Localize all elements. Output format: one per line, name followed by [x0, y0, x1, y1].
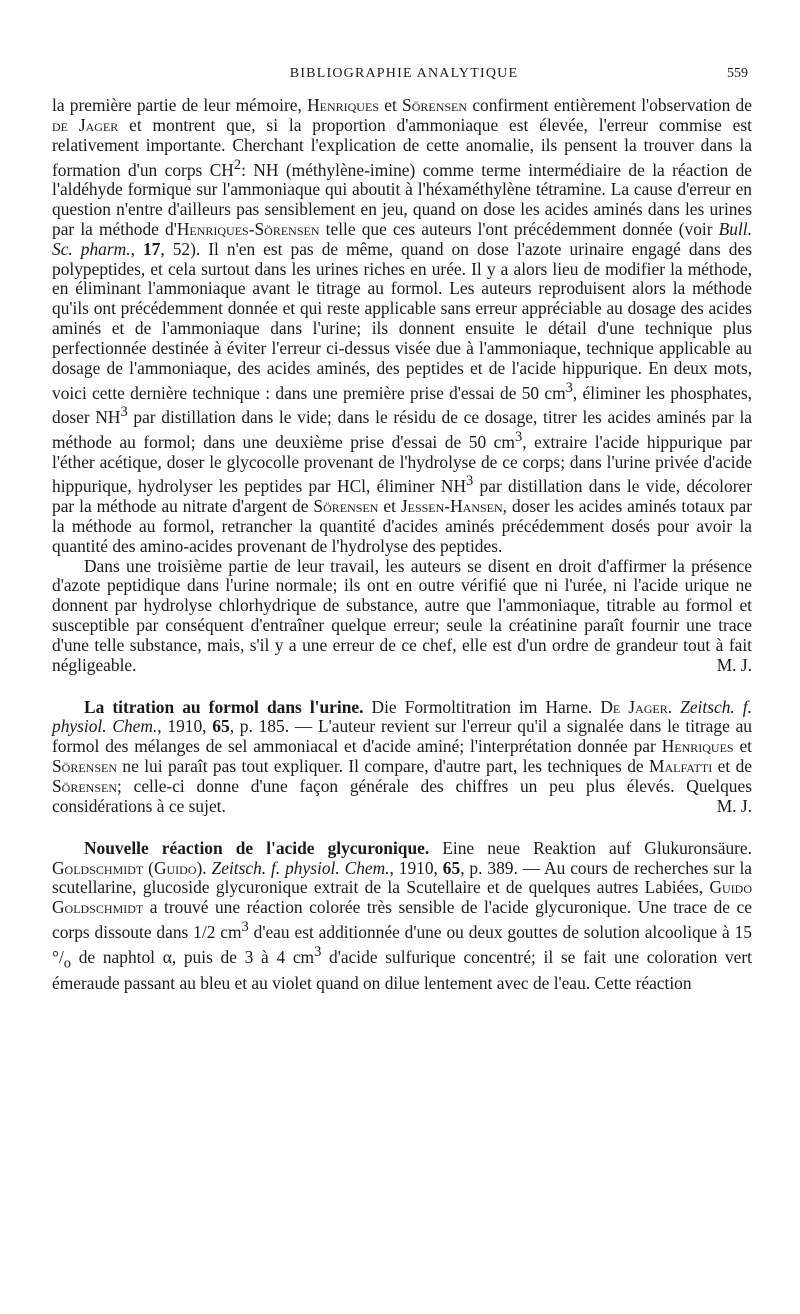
- journal-name: Zeitsch. f. physiol. Chem.: [52, 696, 752, 737]
- running-head: [60, 66, 748, 88]
- running-title: BIBLIOGRAPHIE ANALYTIQUE: [289, 66, 519, 81]
- author-name: Goldschmidt: [52, 857, 144, 878]
- article-title: Nouvelle réaction de l'acide glycuronique.: [84, 837, 430, 858]
- unit-exponent: 3: [314, 943, 322, 960]
- author-name: Guido Goldschmidt: [52, 877, 752, 918]
- per-mille-subscript: o: [63, 954, 72, 971]
- author-name: Guido: [153, 857, 197, 878]
- volume-number: 17: [142, 238, 161, 259]
- formula-exponent: 2: [233, 156, 242, 173]
- author-name: Sörensen: [52, 756, 118, 777]
- body-text: [52, 96, 752, 994]
- review-entry: La titration au formol dans l'urine. Die Formoltitration im Harne. De Jager. Zeitsch. f. physiol. Chem., 1910, 65, p. 185. — L'auteur revient sur l'erreur qu'il a signalée dans le titrage au formol des mélanges de sel ammoniacal et d'acide aminé; l'interprétation donnée par Henriques et Sörensen ne lui paraît pas tout expliquer. Il compare, d'autre part, les techniques de Malfatti et de Sörensen; celle-ci donne d'une façon générale des chiffres un peu plus élevés. Quelques considérations à ce sujet. M. J.: [52, 696, 753, 816]
- review-entry: Nouvelle réaction de l'acide glycuronique. Eine neue Reaktion auf Glukuronsäure. Goldschmidt (Guido). Zeitsch. f. physiol. Chem., 1910, 65, p. 389. — Au cours de recherches sur la scutellarine, glucoside glycuronique extrait de la Scutellaire et de quelques autres Labiées, Guido Goldschmidt a trouvé une réaction colorée très sensible de l'acide glycuronique. Une trace de ce corps dissoute dans 1/2 $cm^3$ d'eau est additionnée d'une ou deux gouttes de solution alcoolique à 15 $^\circ/_o$ de naphtol α, puis de 3 à 4 $cm^3$ d'acide sulfurique concentré; il se fait une coloration vert émeraude passant au bleu et au violet quand on dilue lentement avec de l'eau. Cette réaction: [52, 837, 753, 993]
- author-name: Sörensen: [52, 775, 118, 796]
- author-name: Henriques: [661, 736, 734, 757]
- journal-name: Bull. Sc. pharm.: [52, 218, 752, 259]
- author-name: Sörensen: [313, 496, 379, 517]
- author-name: Henriques: [307, 95, 379, 115]
- author-name: Sörensen: [402, 95, 468, 115]
- author-name: Jessen-Hansen: [400, 496, 503, 517]
- formula-exponent: 3: [120, 404, 128, 421]
- author-name: de Jager: [52, 114, 119, 135]
- author-name: Malfatti: [649, 756, 713, 777]
- paragraph-continuation: la première partie de leur mémoire, Henriques et Sörensen confirment entièrement l'observation de de Jager et montrent que, si la proportion d'ammoniaque est élevée, l'erreur commise est relativement importante. Cherchant l'explication de cette anomalie, ils pensent la trouver dans la formation d'un corps $CH^2$: NH (méthylène-imine) comme terme intermédiaire de la réaction de l'aldéhyde formique sur l'ammoniaque qui aboutit à l'héxaméthylène tétramine. La cause d'erreur en question n'entre d'ailleurs pas sensiblement en jeu, quand on dose les acides aminés dans les urines par la méthode d'Henriques-Sörensen telle que ces auteurs l'ont précédemment donnée (voir Bull. Sc. pharm., 17, 52). Il n'en est pas de même, quand on dose l'azote urinaire engagé dans des polypeptides, et cela surtout dans les urines riches en urée. Il y a alors lieu de modifier la méthode, en éliminant l'ammoniaque avant le titrage au formol. Les auteurs reproduisent alors la méthode qu'ils ont précédemment donnée et qui reste applicable sans erreur appréciable au dosage des acides aminés et de l'ammoniaque dans l'urine; ils donnent ensuite le détail d'une technique plus perfectionnée destinée à éviter l'erreur ci-dessus visée due à l'ammoniaque, technique applicable au dosage de l'ammoniaque, des acides aminés, des peptides et de l'acide hippurique. En deux mots, voici cette dernière technique : dans une première prise d'essai de 50 $cm^3$, éliminer les phosphates, doser $NH^3$ par distillation dans le vide; dans le résidu de ce dosage, titrer les acides aminés par la méthode au formol; dans une deuxième prise d'essai de 50 $cm^3$, extraire l'acide hippurique par l'éther acétique, doser le glycocolle provenant de l'hydrolyse de ce corps; dans l'urine privée d'acide hippurique, hydrolyser les peptides par HCl, éliminer $NH^3$ par distillation dans le vide, décolorer par la méthode au nitrate d'argent de Sörensen et Jessen-Hansen, doser les acides aminés totaux par la méthode au formol, retrancher la quantité d'acides aminés précédemment dosés pour avoir la quantité des amino-acides provenant de l'hydrolyse des peptides.: [52, 95, 752, 556]
- journal-name: Zeitsch. f. physiol. Chem.: [211, 857, 390, 878]
- page-number: 559: [727, 66, 748, 81]
- formula-exponent: 3: [466, 473, 474, 490]
- paragraph: Dans une troisième partie de leur travail, les auteurs se disent en droit d'affirmer la présence d'azote peptidique dans l'urine normale; ils ont en outre vérifié que ni l'urée, ni l'acide urique ne donnent par hydrolyse chlorhydrique de substance, autre que l'ammoniaque, titrable au formol et susceptible par conséquent d'entraîner quelque erreur; seule la créatinine paraît fournir une trace d'une telle substance, mais, s'il y a une erreur de ce chef, elle est d'un ordre de grandeur tout à fait négligeable. M. J.: [52, 555, 752, 675]
- unit-exponent: 3: [565, 379, 573, 396]
- unit-exponent: 3: [514, 428, 523, 445]
- author-signature: M. J.: [716, 795, 752, 816]
- volume-number: 65: [442, 857, 461, 878]
- unit-exponent: 3: [241, 919, 249, 936]
- author-signature: M. J.: [716, 654, 752, 675]
- article-title: La titration au formol dans l'urine.: [84, 696, 364, 717]
- author-name: De Jager: [600, 696, 668, 717]
- volume-number: 65: [212, 716, 230, 737]
- author-name: Henriques-Sörensen: [176, 218, 320, 239]
